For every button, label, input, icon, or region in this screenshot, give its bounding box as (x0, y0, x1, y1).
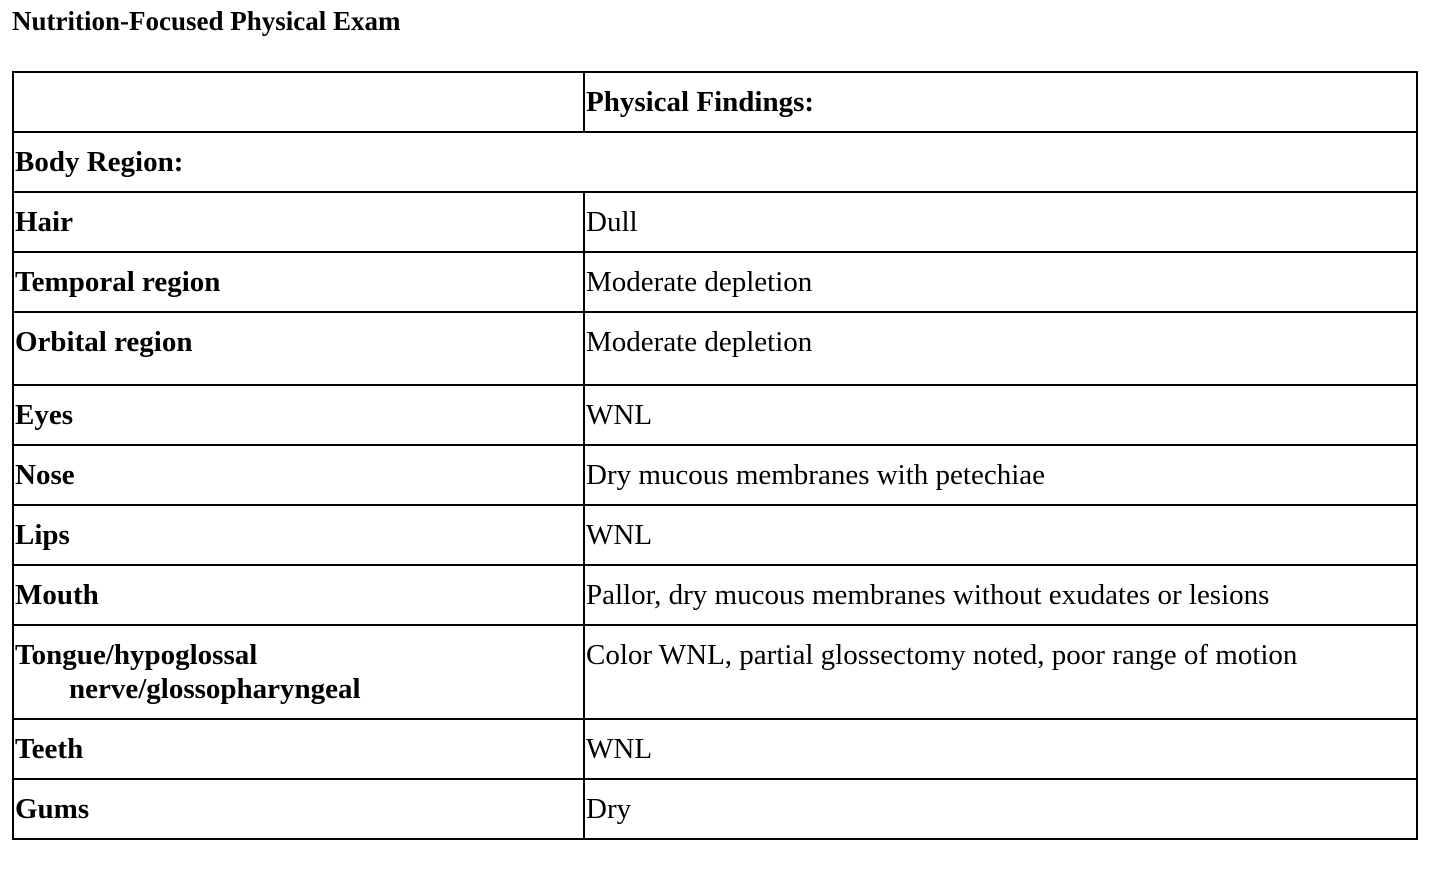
table-row (13, 565, 1417, 625)
table-row (13, 505, 1417, 565)
region-line-1: Tongue/hypoglossal (15, 639, 258, 671)
section-label-body-region: Body Region: (13, 132, 1417, 192)
region-cell: Eyes (13, 385, 584, 445)
region-cell: Mouth (13, 565, 584, 625)
header-empty-cell (13, 72, 584, 132)
table-row (13, 445, 1417, 505)
section-row (13, 132, 1417, 192)
table-row (13, 252, 1417, 312)
table-row (13, 385, 1417, 445)
finding-cell: Dull (584, 192, 1417, 252)
region-cell: Gums (13, 779, 584, 839)
finding-cell: Dry mucous membranes with petechiae (584, 445, 1417, 505)
region-cell: Hair (13, 192, 584, 252)
finding-cell: WNL (584, 505, 1417, 565)
table-row (13, 719, 1417, 779)
header-physical-findings: Physical Findings: (584, 72, 1417, 132)
table-row (13, 779, 1417, 839)
finding-cell: Pallor, dry mucous membranes without exudates or lesions (584, 565, 1417, 625)
region-cell: Lips (13, 505, 584, 565)
finding-cell: Dry (584, 779, 1417, 839)
document-title: Nutrition-Focused Physical Exam (12, 6, 401, 36)
finding-cell: WNL (584, 385, 1417, 445)
region-cell: Temporal region (13, 252, 584, 312)
region-line-2: nerve/glossopharyngeal (69, 673, 361, 705)
table-header-row (13, 72, 1417, 132)
finding-cell: WNL (584, 719, 1417, 779)
table-row (13, 312, 1417, 385)
region-cell: Nose (13, 445, 584, 505)
physical-exam-table (12, 71, 1418, 840)
table-row (13, 625, 1417, 719)
region-cell: Orbital region (13, 312, 584, 385)
finding-cell: Moderate depletion (584, 312, 1417, 385)
finding-cell: Color WNL, partial glossectomy noted, poor range of motion (584, 625, 1417, 719)
region-cell: Teeth (13, 719, 584, 779)
table-row (13, 192, 1417, 252)
finding-cell: Moderate depletion (584, 252, 1417, 312)
region-cell (13, 625, 584, 719)
